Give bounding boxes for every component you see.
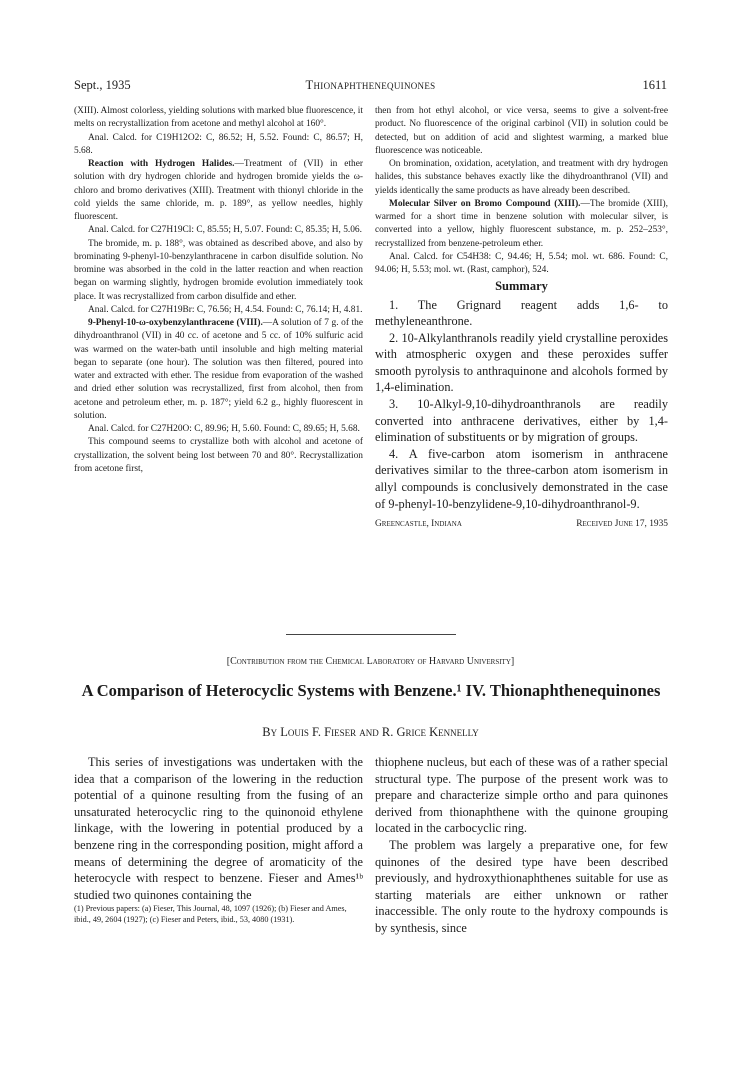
analysis-line: Anal. Calcd. for C54H38: C, 94.46; H, 5.54; mol. wt. 686. Found: C, 94.06; H, 5.53; mol. wt. (Rast, camphor), 524. bbox=[375, 251, 668, 275]
signature-line bbox=[375, 518, 668, 531]
upper-left-column bbox=[74, 105, 363, 476]
analysis-line: Anal. Calcd. for C27H19Cl: C, 85.55; H, 5.07. Found: C, 85.35; H, 5.06. bbox=[88, 225, 362, 236]
paragraph bbox=[74, 317, 363, 423]
received-date: Received June 17, 1935 bbox=[576, 519, 668, 530]
contribution-line: [Contribution from the Chemical Laboratory of Harvard University] bbox=[226, 656, 515, 667]
paragraph: then from hot ethyl alcohol, or vice versa, seems to give a solvent-free product. No fluorescence of the original carbinol (VII) in solution could be detected, but on addition of acid and slightest warming, a marked blue fluorescence was noticeable. bbox=[375, 106, 668, 156]
summary-item: 3. 10-Alkyl-9,10-dihydroanthranols are readily converted into anthracene derivatives, either by 1,4-elimination of substituents or by migration of groups. bbox=[375, 397, 668, 445]
paragraph-text: —A solution of 7 g. of the dihydroanthranol (VII) in 40 cc. of acetone and 5 cc. of 10% sulfuric acid was warmed on the water-bath until insoluble and high melting material began to separate (one hour). The solution was then filtered, poured into water and extracted with ether. The residue from evaporation of the washed and dried ether solution was recrystallized, first from alcohol, then from acetone and petroleum ether, m. p. 187°; yield 6.2 g., highly fluorescent in solution. bbox=[74, 318, 363, 421]
analysis-line: Anal. Calcd. for C27H19Br: C, 76.56; H, 4.54. Found: C, 76.14; H, 4.81. bbox=[88, 304, 363, 315]
summary-item: 1. The Grignard reagent adds 1,6- to methyleneanthrone. bbox=[375, 297, 668, 329]
lower-left-column bbox=[74, 754, 363, 925]
footnote: (1) Previous papers: (a) Fieser, This Journal, 48, 1097 (1926); (b) Fieser and Ames, ibid., 49, 2604 (1927); (c) Fieser and Peters, ibid., 53, 4080 (1931). bbox=[74, 904, 347, 925]
paragraph bbox=[375, 198, 668, 251]
paragraph-heading: Molecular Silver on Bromo Compound (XIII). bbox=[389, 198, 581, 209]
analysis-line: Anal. Calcd. for C27H20O: C, 89.96; H, 5.60. Found: C, 89.65; H, 5.68. bbox=[88, 424, 360, 434]
paragraph-heading: 9-Phenyl-10-ω-oxybenzylanthracene (VIII). bbox=[88, 318, 263, 328]
header-date: Sept., 1935 bbox=[74, 78, 131, 92]
paragraph: This series of investigations was undertaken with the idea that a comparison of the lowering in the reduction potential of a quinone resulting from the fusing of an unsaturated heterocyclic ring to the quinonoid ethylene linkage, with the lowering in potential produced by a benzene ring in the corresponding position, might afford a means of determining the degree of aromaticity of the heterocycle with respect to benzene. Fieser and Ames¹ᵇ studied two quinones containing the bbox=[74, 755, 363, 902]
article-authors: By Louis F. Fieser and R. Grice Kennelly bbox=[262, 725, 479, 739]
paragraph-text: —Treatment of (VII) in ether solution with dry hydrogen chloride and hydrogen bromide yields the ω-chloro and bromo derivatives (XIII). Treatment with thionyl chloride in the cold yields the same chloride, m. p. 189°, as yellow needles, highly fluorescent. bbox=[74, 159, 363, 222]
analysis-line: Anal. Calcd. for C19H12O2: C, 86.52; H, 5.52. Found: C, 86.57; H, 5.68. bbox=[74, 132, 363, 156]
summary-item: 4. A five-carbon atom isomerism in anthracene derivatives similar to the three-carbon atom isomerism in allyl compounds is conclusively demonstrated in the case of 9-phenyl-10-benzylidene-9,10-dihydroanthranol-9. bbox=[375, 446, 668, 511]
paragraph-text: —The bromide (XIII), warmed for a short time in benzene solution with molecular silver, is converted into a yellow, highly fluorescent substance, m. p. 252–253°, recrystallized from benzene-petroleum ether. bbox=[375, 198, 668, 249]
article-title: A Comparison of Heterocyclic Systems with Benzene.¹ IV. Thionaphthenequinones bbox=[81, 681, 661, 700]
paragraph: This compound seems to crystallize both with alcohol and acetone of crystallization, the solvent being lost between 70 and 80°. Recrystallization from acetone first, bbox=[74, 437, 363, 474]
summary-heading: Summary bbox=[495, 279, 548, 294]
header-running-title: Thionaphthenequinones bbox=[305, 78, 436, 92]
paragraph: The bromide, m. p. 188°, was obtained as described above, and also by brominating 9-phenyl-10-benzylanthracene in carbon disulfide solution. No bromine was absorbed in the cold in the latter reaction and when reaction began on warming slightly, hydrogen bromide evolution immediately took place. It was recrystallized from carbon disulfide and ether. bbox=[74, 238, 363, 302]
upper-right-column bbox=[375, 105, 668, 531]
paragraph bbox=[74, 158, 363, 224]
header-page-number: 1611 bbox=[642, 78, 667, 92]
summary-item: 2. 10-Alkylanthranols readily yield crystalline peroxides with atmospheric oxygen and these peroxides suffer smooth pyrolysis to anthraquinone and alcohols formed by 1,4-elimination. bbox=[375, 330, 668, 395]
paragraph: The problem was largely a preparative one, for few quinones of the desired type have been described previously, and hydroxythionaphthenes suitable for use as starting materials are either unknown or rather inaccessible. The only route to the hydroxy compounds is by synthesis, since bbox=[375, 837, 668, 935]
paragraph: thiophene nucleus, but each of these was of a rather special structural type. The purpose of the present work was to prepare and characterize simple ortho and para quinones derived from thionaphthene with the quinone grouping located in the carbocyclic ring. bbox=[375, 755, 668, 836]
section-divider bbox=[286, 634, 456, 635]
paragraph-heading: Reaction with Hydrogen Halides. bbox=[88, 159, 235, 169]
paragraph: On bromination, oxidation, acetylation, and treatment with dry hydrogen halides, this substance behaves exactly like the dihydroanthranol (VII) and yields identically the same products as have already been described. bbox=[375, 159, 668, 196]
author-location: Greencastle, Indiana bbox=[375, 519, 462, 530]
lower-right-column bbox=[375, 754, 668, 937]
paragraph: (XIII). Almost colorless, yielding solutions with marked blue fluorescence, it melts on recrystallization from acetone and methyl alcohol at 160°. bbox=[74, 106, 363, 130]
